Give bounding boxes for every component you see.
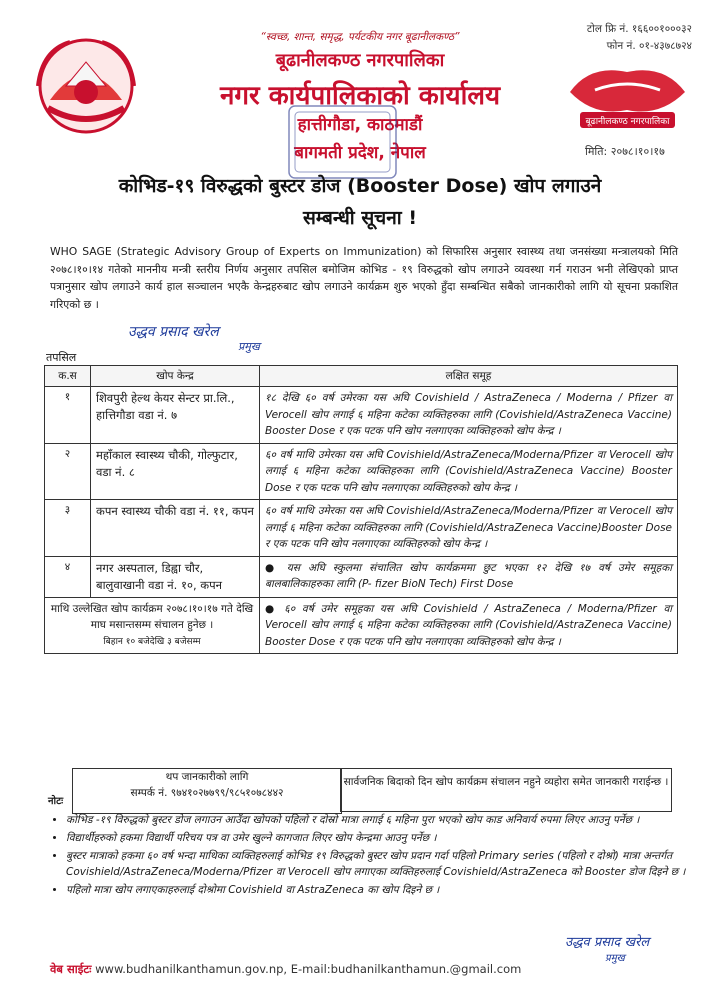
footer xyxy=(50,962,521,977)
email-link[interactable]: E-mail:budhanilkanthamun.@gmail.com xyxy=(290,962,522,976)
list-item: • कोभिड -१९ विरुद्धको बुस्टर डोज लगाउन आउँदा खोपको पहिलो र दोस्रो मात्रा लगाई ६ महिना पुरा भएको खोप काड अनिवार्य रुपमा लिएर आउनु पर्नेछ । xyxy=(66,812,700,828)
row-number: २ xyxy=(45,443,91,500)
target-group: ६० वर्ष माथि उमेरका यस अघि Covishield/AstraZeneca/Moderna/Pfizer वा Verocell खोप लगाई ६ महिना कटेका व्यक्तिहरुका लागि (Covishield/AstraZeneca Vaccine) Booster Dose र एक पटक पनि खोप नलगाएका व्यक्तिहरुको खोप केन्द्र । xyxy=(260,443,678,500)
row-number: ३ xyxy=(45,500,91,557)
target-group: ● यस अघि स्कुलमा संचालित खोप कार्यक्रममा छुट भएका १२ देखि १७ वर्ष उमेर समूहका बालबालिकाहरुका लागि (P- fizer BioN Tech) First Dose xyxy=(260,556,678,597)
phone-number: फोन नं. ०१-४३७८७२४ xyxy=(606,40,692,52)
vaccine-center: महाँकाल स्वास्थ्य चौकी, गोल्फुटार, वडा नं. ८ xyxy=(91,443,260,500)
list-item: • बुस्टर मात्राको हकमा ६० वर्ष भन्दा माथिका व्यक्तिहरुलाई कोभिड १९ विरुद्धको बुस्टर खोप प्रदान गर्दा पहिलो Primary series (पहिलो र दोश्रो) मात्रा अन्तर्गत Covishield/AstraZeneca/Moderna/Pfizer वा Verocell खोप लगाएका व्यक्तिहरुलाई Covishield/AstraZeneca को Booster डोज दिइने छ । xyxy=(66,848,700,880)
row-number: १ xyxy=(45,387,91,444)
province-name: बागमती प्रदेश, नेपाल xyxy=(294,143,426,163)
col-header-serial: क.स xyxy=(45,366,91,387)
target-group: ६० वर्ष माथि उमेरका यस अघि Covishield/AstraZeneca/Moderna/Pfizer वा Verocell खोप लगाई ६ महिना कटेका व्यक्तिहरुका लागि (Covishield/AstraZeneca Vaccine)Booster Dose र एक पटक पनि खोप नलगाएका व्यक्तिहरुको खोप केन्द्र । xyxy=(260,500,678,557)
program-duration: माथि उल्लेखित खोप कार्यक्रम २०७८।१०।१७ गते देखि माघ मसान्तसम्म संचालन हुनेछ । बिहान १० बजेदेखि ३ बजेसम्म xyxy=(45,597,260,654)
notice-title: कोभिड-१९ विरुद्धको बुस्टर डोज (Booster Dose) खोप लगाउने xyxy=(118,175,602,197)
contact-info-box xyxy=(72,768,342,814)
municipal-motto: “स्वच्छ, शान्त, समृद्ध, पर्यटकीय नगर बूढानीलकण्ठ” xyxy=(260,31,460,43)
office-name: नगर कार्यपालिकाको कार्यालय xyxy=(219,81,501,111)
signature-2: उद्धव प्रसाद खरेल प्रमुख xyxy=(565,935,650,964)
vaccination-center-table xyxy=(44,365,678,654)
row-number: ४ xyxy=(45,556,91,597)
municipality-logo-icon xyxy=(560,62,695,132)
vaccine-center: कपन स्वास्थ्य चौकी वडा नं. ११, कपन xyxy=(91,500,260,557)
official-stamp-icon xyxy=(285,102,400,182)
table-row xyxy=(45,597,678,654)
municipality-name: बूढानीलकण्ठ नगरपालिका xyxy=(275,50,445,71)
table-row xyxy=(45,556,678,597)
table-row xyxy=(45,500,678,557)
col-header-center: खोप केन्द्र xyxy=(91,366,260,387)
table-header-row xyxy=(45,366,678,387)
footer-label: वेब साईटः xyxy=(50,962,92,976)
list-item: • पहिलो मात्रा खोप लगाएकाहरुलाई दोश्रोमा Covishield वा AstraZeneca का खोप दिइने छ । xyxy=(66,882,700,898)
col-header-target: लक्षित समूह xyxy=(260,366,678,387)
notice-date: मिति: २०७८।१०।१७ xyxy=(585,145,665,158)
tapsil-label: तपसिल xyxy=(46,351,77,364)
signature-1: उद्धव प्रसाद खरेल प्रमुख xyxy=(128,324,260,353)
vaccine-center: नगर अस्पताल, डिह्वा चौर, बालुवाखानी वडा नं. १०, कपन xyxy=(91,556,260,597)
list-item: • विद्यार्थीहरुको हकमा विद्यार्थी परिचय पत्र वा उमेर खुल्ने कागजात लिएर खोप केन्द्रमा आउनु पर्नेछ । xyxy=(66,830,700,846)
contact-numbers: सम्पर्क नं. ९७४१०२७७९९/९८५१०७८४४२ xyxy=(130,787,284,799)
notice-subtitle: सम्बन्धी सूचना ! xyxy=(302,207,417,229)
info-label: थप जानकारीको लागि xyxy=(165,771,249,783)
vaccine-center: शिवपुरी हेल्थ केयर सेन्टर प्रा.लि., हात्तिगौडा वडा नं. ७ xyxy=(91,387,260,444)
holiday-notice: सार्वजनिक बिदाको दिन खोप कार्यक्रम संचालन नहुने व्यहोरा समेत जानकारी गराईन्छ । xyxy=(340,768,672,812)
table-row xyxy=(45,387,678,444)
svg-text:बूढानीलकण्ठ नगरपालिका: बूढानीलकण्ठ नगरपालिका xyxy=(585,117,670,127)
notes-list xyxy=(44,812,700,900)
target-group: ● ६० वर्ष उमेर समूहका यस अघि Covishield / AstraZeneca / Moderna/Pfizer वा Verocell खोप लगाई ६ महिना कटेका व्यक्तिहरुका लागि (Covishield/AstraZeneca Vaccine) Booster Dose र एक पटक पनि खोप नलगाएका व्यक्तिहरुको खोप केन्द्र । xyxy=(260,597,678,654)
website-link[interactable]: www.budhanilkanthamun.gov.np, xyxy=(95,962,288,976)
office-address: हात्तीगौडा, काठमाडौं xyxy=(297,115,423,135)
note-label: नोटः xyxy=(48,796,64,807)
target-group: १८ देखि ६० वर्ष उमेरका यस अघि Covishield / AstraZeneca / Moderna / Pfizer वा Verocell खोप लगाई ६ महिना कटेका व्यक्तिहरुका लागि (Covishield/AstraZeneca Vaccine) Booster Dose र एक पटक पनि खोप नलगाएका व्यक्तिहरुको खोप केन्द्र । xyxy=(260,387,678,444)
toll-free-number: टोल फ्रि नं. १६६००१०००३२ xyxy=(586,23,692,35)
intro-paragraph: WHO SAGE (Strategic Advisory Group of Experts on Immunization) को सिफारिस अनुसार स्वास्थ्य तथा जनसंख्या मन्त्रालयको मिति २०७८।१०।१४ गतेको माननीय मन्त्री स्तरीय निर्णय अनुसार तपसिल बमोजिम कोभिड - १९ विरुद्धको खोप लगाउने व्यवस्था गर्न गराउन भनी लेखिएको प्राप्त पत्रानुसार खोप लगाउने कार्य हाल सञ्चालन भएकै केन्द्रहरुबाट खोप लगाउने कार्यक्रम शुरु भएको हुँदा सम्बन्धित सबैको जानकारीको लागि यो सूचना प्रकाशित गरिएको छ । xyxy=(50,245,678,311)
table-row xyxy=(45,443,678,500)
